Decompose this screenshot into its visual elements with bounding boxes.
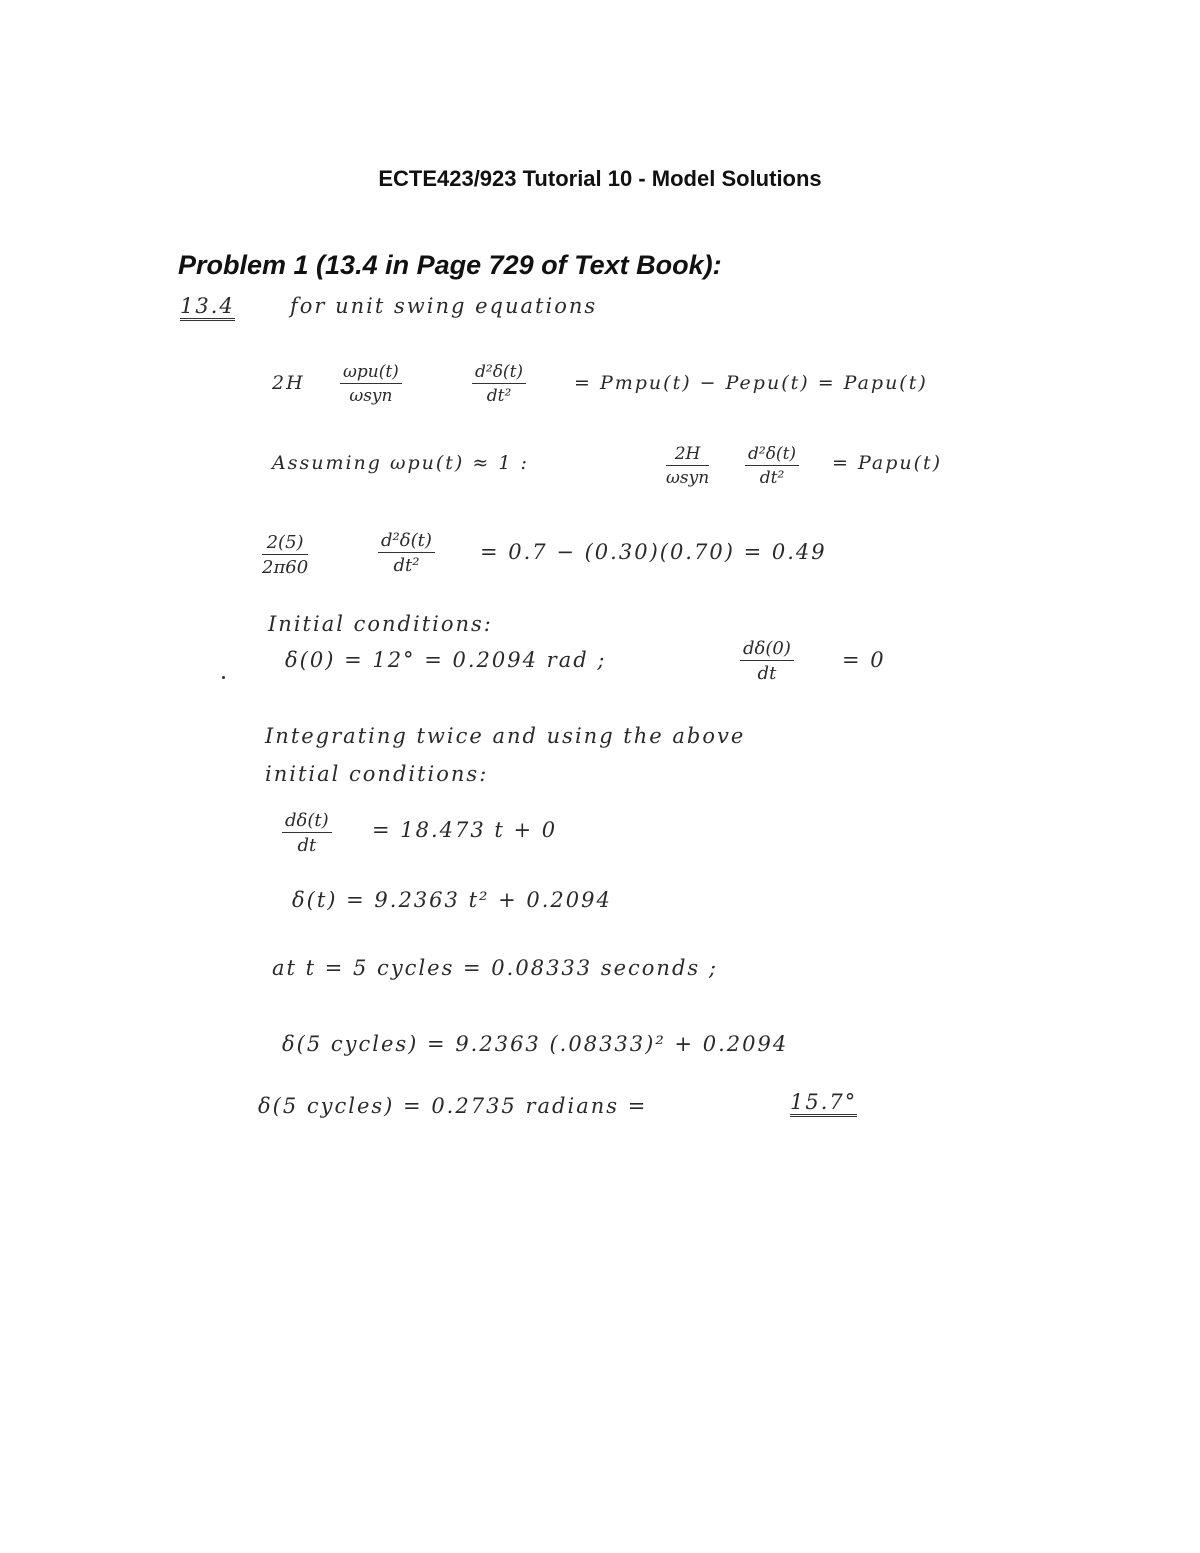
eq3-rhs: = 0.7 − (0.30)(0.70) = 0.49: [480, 540, 827, 564]
eq1-coef: 2H: [272, 372, 305, 394]
integrating-line-1: Integrating twice and using the above: [265, 724, 746, 748]
eq3-frac-b-num: d²δ(t): [378, 530, 435, 553]
stray-mark: [222, 676, 225, 679]
eq1-frac-a-num: ωpu(t): [340, 362, 402, 384]
initial-conditions-label: Initial conditions:: [268, 612, 493, 636]
eq2-frac-b-num: d²δ(t): [745, 444, 799, 466]
eq1-frac-b-num: d²δ(t): [472, 362, 526, 384]
initial-condition-delta: δ(0) = 12° = 0.2094 rad ;: [285, 648, 607, 672]
eq7-lhs: δ(5 cycles) = 0.2735 radians =: [258, 1094, 648, 1118]
intro-text: for unit swing equations: [290, 294, 598, 318]
eq2-frac-a-num: 2H: [666, 444, 709, 466]
eq2-frac-a: [666, 444, 709, 488]
initial-derivative-den: dt: [757, 663, 777, 684]
eq3-frac-a-num: 2(5): [262, 532, 308, 555]
eq4-frac: [282, 810, 332, 856]
eq4-den: dt: [297, 835, 317, 856]
section-label: [180, 294, 235, 318]
eq2-lead: Assuming ωpu(t) ≈ 1 :: [272, 452, 529, 474]
eq2-rhs: = Papu(t): [832, 452, 943, 474]
eq2-frac-a-den: ωsyn: [666, 468, 710, 488]
eq1-frac-b-den: dt²: [486, 386, 512, 406]
eq4-num: dδ(t): [282, 810, 332, 833]
eq5: δ(t) = 9.2363 t² + 0.2094: [292, 888, 612, 912]
eq2-frac-b: [745, 444, 799, 488]
eq1-rhs: = Pmpu(t) − Pepu(t) = Papu(t): [574, 372, 928, 394]
eq3-frac-a-den: 2π60: [262, 557, 309, 578]
eq3-frac-b-den: dt²: [393, 555, 420, 576]
eq1-frac-b: [472, 362, 526, 406]
eq3-frac-b: [378, 530, 435, 576]
time-line: at t = 5 cycles = 0.08333 seconds ;: [272, 956, 718, 980]
eq3-frac-a: [262, 532, 308, 578]
eq1-frac-a-den: ωsyn: [349, 386, 393, 406]
integrating-line-2: initial conditions:: [265, 762, 489, 786]
eq6: δ(5 cycles) = 9.2363 (.08333)² + 0.2094: [282, 1032, 789, 1056]
initial-derivative-frac: [740, 638, 794, 684]
problem-heading: Problem 1 (13.4 in Page 729 of Text Book):: [178, 250, 722, 280]
eq7-result: [790, 1090, 857, 1114]
page-title: ECTE423/923 Tutorial 10 - Model Solutions: [378, 166, 822, 191]
eq4-rhs: = 18.473 t + 0: [372, 818, 558, 842]
eq2-frac-b-den: dt²: [759, 468, 785, 488]
final-answer: 15.7°: [790, 1090, 857, 1117]
initial-derivative-rhs: = 0: [842, 648, 886, 672]
eq1-frac-a: [340, 362, 402, 406]
section-label-text: 13.4: [180, 294, 235, 321]
initial-derivative-num: dδ(0): [740, 638, 794, 661]
